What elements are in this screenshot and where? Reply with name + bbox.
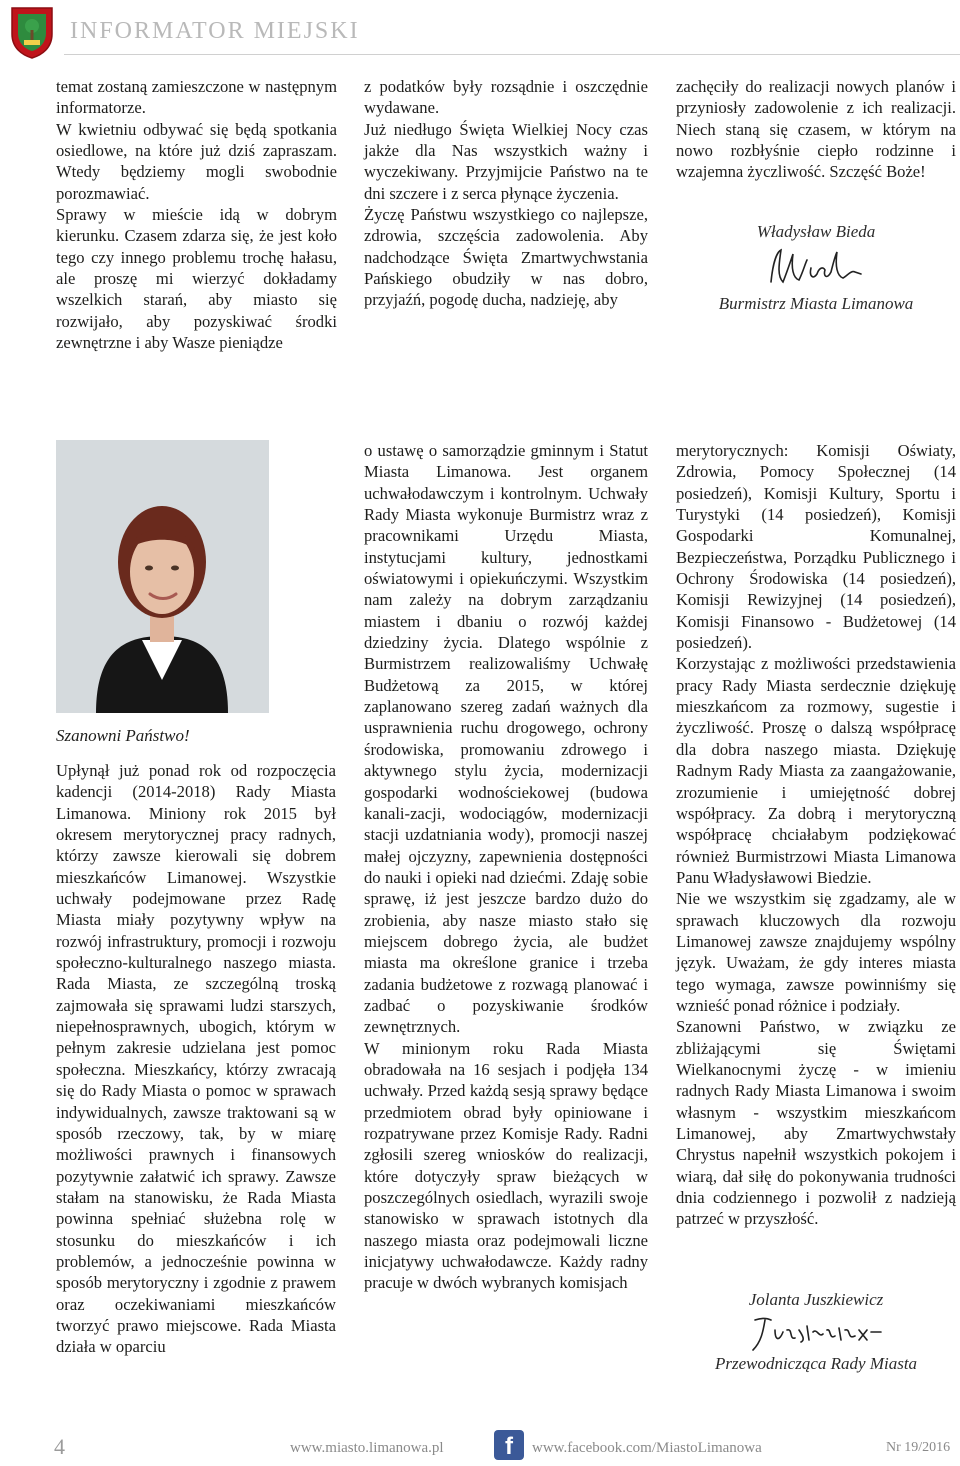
- handwritten-signature-icon: [761, 242, 871, 294]
- signatory-role: Burmistrz Miasta Limanowa: [718, 294, 914, 313]
- paragraph: Życzę Państwu wszystkiego co najlepsze, zdrowia, szczęścia zadowolenia. Aby nadchodzące Święta Zmartwychwstania Pańskiego obudziły w nas dobro, przyjaźń, pogodę ducha, nadzieję, aby: [364, 205, 648, 310]
- bottom-column-1: [56, 760, 336, 1358]
- paragraph: Już niedługo Święta Wielkiej Nocy czas jakże dla Nas wszystkich ważny i wyczekiwany. Przyjmijcie Państwo na te dni szczere i z serca płynące życzenia.: [364, 119, 648, 203]
- chair-signature-block: [676, 1290, 956, 1374]
- paragraph: o ustawę o samorządzie gminnym i Statut Miasta Limanowa. Jest organem uchwałodawczym i kontrolnym. Uchwały Rady Miasta wykonuje Burmistrz wraz z pracownikami Urzędu Miasta, instytucjami kultury, jednostkami oświatowymi i opiekuńczymi. Wszystkim nam zależy na dobrym zarządzaniu miastem i dbaniu o rozwój każdej dziedziny życia. Dlatego wspólnie z Burmistrzem realizowaliśmy Uchwałę Budżetową za 2015, w której zaplanowano szereg zadań ważnych dla usprawnienia ruchu drogowego, ochrony środowiska, promowaniu zdrowego i aktywnego stylu życia, modernizacji gospodarki wodnościekowej (budowa kanali-zacji, wodociągów, modernizacji stacji uzdatniania wody), promocji naszej małej ojczyzny, zapewnienia dostępności do nauki i opieki nad dziećmi. Zdaję sobie sprawę, iż jest jeszcze bardzo dużo do zrobienia, aby nasze miasto stało się miejscem dobrego życia, ale budżet miasta ma określone granice i trzeba zadania budżetowe z rozwagą planować i zadbać o pozyskiwanie środków zewnętrznych.: [364, 441, 648, 1037]
- paragraph: W minionym roku Rada Miasta obradowała na 16 sesjach i podjęła 134 uchwały. Przed każdą sesją sprawy będące przedmiotem obrad były opiniowane i rozpatrywane przez Komisje Rady. Radni zgłosili szereg wniosków do realizacji, które dotyczyły spraw bieżących w poszczególnych osiedlach, wyrazili swoje stanowisko w sprawach istotnych dla naszego miasta oraz podejmowali liczne inicjatywy uchwałodawcze. Każdy radny pracuje w dwóch wybranych komisjach: [364, 1038, 648, 1293]
- paragraph: zachęciły do realizacji nowych planów i przyniosły zadowolenie z ich realizacji. Niech staną się czasem, w którym na nowo rozbłyśnie ciepło rodzinne i wzajemna życzliwość. Szczęść Boże!: [676, 77, 956, 182]
- page-footer: [0, 1424, 960, 1466]
- mayor-signature-block: [676, 222, 956, 314]
- top-column-3: [676, 76, 956, 183]
- paragraph: temat zostaną zamieszczone w następnym informatorze.: [56, 77, 337, 118]
- paragraph: Sprawy w mieście idą w dobrym kierunku. Czasem zdarza się, że jest koło tego czy innego problemu trochę hałasu, ale proszę mi wierzyć dokładamy wszelkich starań, aby miasto się rozwijało, aby pozyskiwać środki zewnętrzne i aby Wasze pieniądze: [56, 205, 337, 353]
- issue-number: Nr 19/2016: [886, 1440, 951, 1455]
- signatory-name: Władysław Bieda: [756, 222, 876, 241]
- signatory-name: Jolanta Juszkiewicz: [748, 1290, 884, 1309]
- paragraph: Szanowni Państwo, w związku ze zbliżającymi się Świętami Wielkanocnymi życzę - w imieniu radnych Rady Miasta Limanowa i swoim własnym - wszystkim mieszkańcom Limanowej, aby Zmartwychwstały Chrystus napełnił wszystkich pokojem i wiarą, dał siłę do pokonywania trudności dnia codziennego i pozwolił z nadzieją patrzeć w przyszłość.: [676, 1017, 956, 1229]
- website-link[interactable]: www.miasto.limanowa.pl: [290, 1440, 444, 1456]
- paragraph: merytorycznych: Komisji Oświaty, Zdrowia, Pomocy Społecznej (14 posiedzeń), Komisji Kultury, Sportu i Turystyki (14 posiedzeń), Komisji Gospodarki Komunalnej, Bezpieczeństwa, Porządku Publicznego i Ochrony Środowiska (14 posiedzeń), Komisji Rewizyjnej (14 posiedzeń), Komisji Finansowo - Budżetowej (14 posiedzeń).: [676, 441, 956, 653]
- bottom-column-3: [676, 440, 956, 1230]
- bottom-column-2: [364, 440, 648, 1294]
- salutation: Szanowni Państwo!: [56, 726, 190, 745]
- paragraph: W kwietniu odbywać się będą spotkania osiedlowe, na które już dziś zapraszam. Wtedy będziemy mogli swobodnie porozmawiać.: [56, 119, 337, 203]
- facebook-link[interactable]: www.facebook.com/MiastoLimanowa: [532, 1440, 762, 1456]
- portrait-illustration: [56, 440, 269, 713]
- portrait-photo: [56, 440, 269, 713]
- facebook-icon[interactable]: f: [494, 1430, 524, 1460]
- paragraph: Korzystając z możliwości przedstawienia pracy Rady Miasta serdecznie dziękuję mieszkańcom za rozmowy, sugestie i życzliwość. Proszę o dalszą współpracę dla dobra naszego miasta. Dziękuję Radnym Rady Miasta za zaangażowanie, zrozumienie i umiejętność dobrej współpracy. Za dobrą i merytoryczną współpracę chciałabym podziękować również Burmistrzowi Miasta Limanowa Panu Władysławowi Biedzie.: [676, 654, 956, 887]
- page-number: 4: [54, 1434, 65, 1459]
- signatory-role: Przewodnicząca Rady Miasta: [714, 1354, 918, 1373]
- header-divider: [64, 54, 960, 55]
- paragraph: z podatków były rozsądnie i oszczędnie wydawane.: [364, 77, 648, 118]
- top-column-1: [56, 76, 337, 353]
- page-header: [0, 0, 960, 64]
- handwritten-signature-icon: [741, 1310, 891, 1354]
- city-coat-of-arms-icon: [4, 4, 60, 60]
- publication-title: INFORMATOR MIEJSKI: [70, 18, 360, 44]
- top-column-2: [364, 76, 648, 311]
- paragraph: Upłynął już ponad rok od rozpoczęcia kadencji (2014-2018) Rady Miasta Limanowa. Miniony rok 2015 był okresem merytorycznej pracy radnych, którzy zawsze kierowali się dobrem mieszkańców Limanowej. Wszystkie uchwały podejmowane przez Radę Miasta miały pozytywny wpływ na rozwój infrastruktury, promocji i rozwoju społeczno-kulturalnego naszego miasta. Rada Miasta, ze szczególną troską zajmowała się sprawami ludzi starszych, niepełnosprawnych, ubogich, którym w pełnym zakresie udzielana jest pomoc społeczna. Mieszkańcy, którzy zwracają się do Rady Miasta o pomoc w sprawach indywidualnych, zawsze traktowani są w sposób rzeczowy, tak, by w miarę możliwości prawnych i finansowych pozytywnie załatwić ich sprawy. Zawsze stałam na stanowisku, że Rada Miasta powinna spełniać służebna rolę w stosunku do mieszkańców i ich problemów, a jednocześnie powinna w sposób merytoryczny i zgodnie z prawem oraz oczekiwaniami mieszkańców tworzyć prawo miejscowe. Rada Miasta działa w oparciu: [56, 761, 336, 1357]
- paragraph: Nie we wszystkim się zgadzamy, ale w sprawach kluczowych dla rozwoju Limanowej zawsze znajdujemy wspólny język. Uważam, że gdy interes miasta tego wymaga, zawsze powinniśmy się wznieść ponad różnice i podziały.: [676, 889, 956, 1015]
